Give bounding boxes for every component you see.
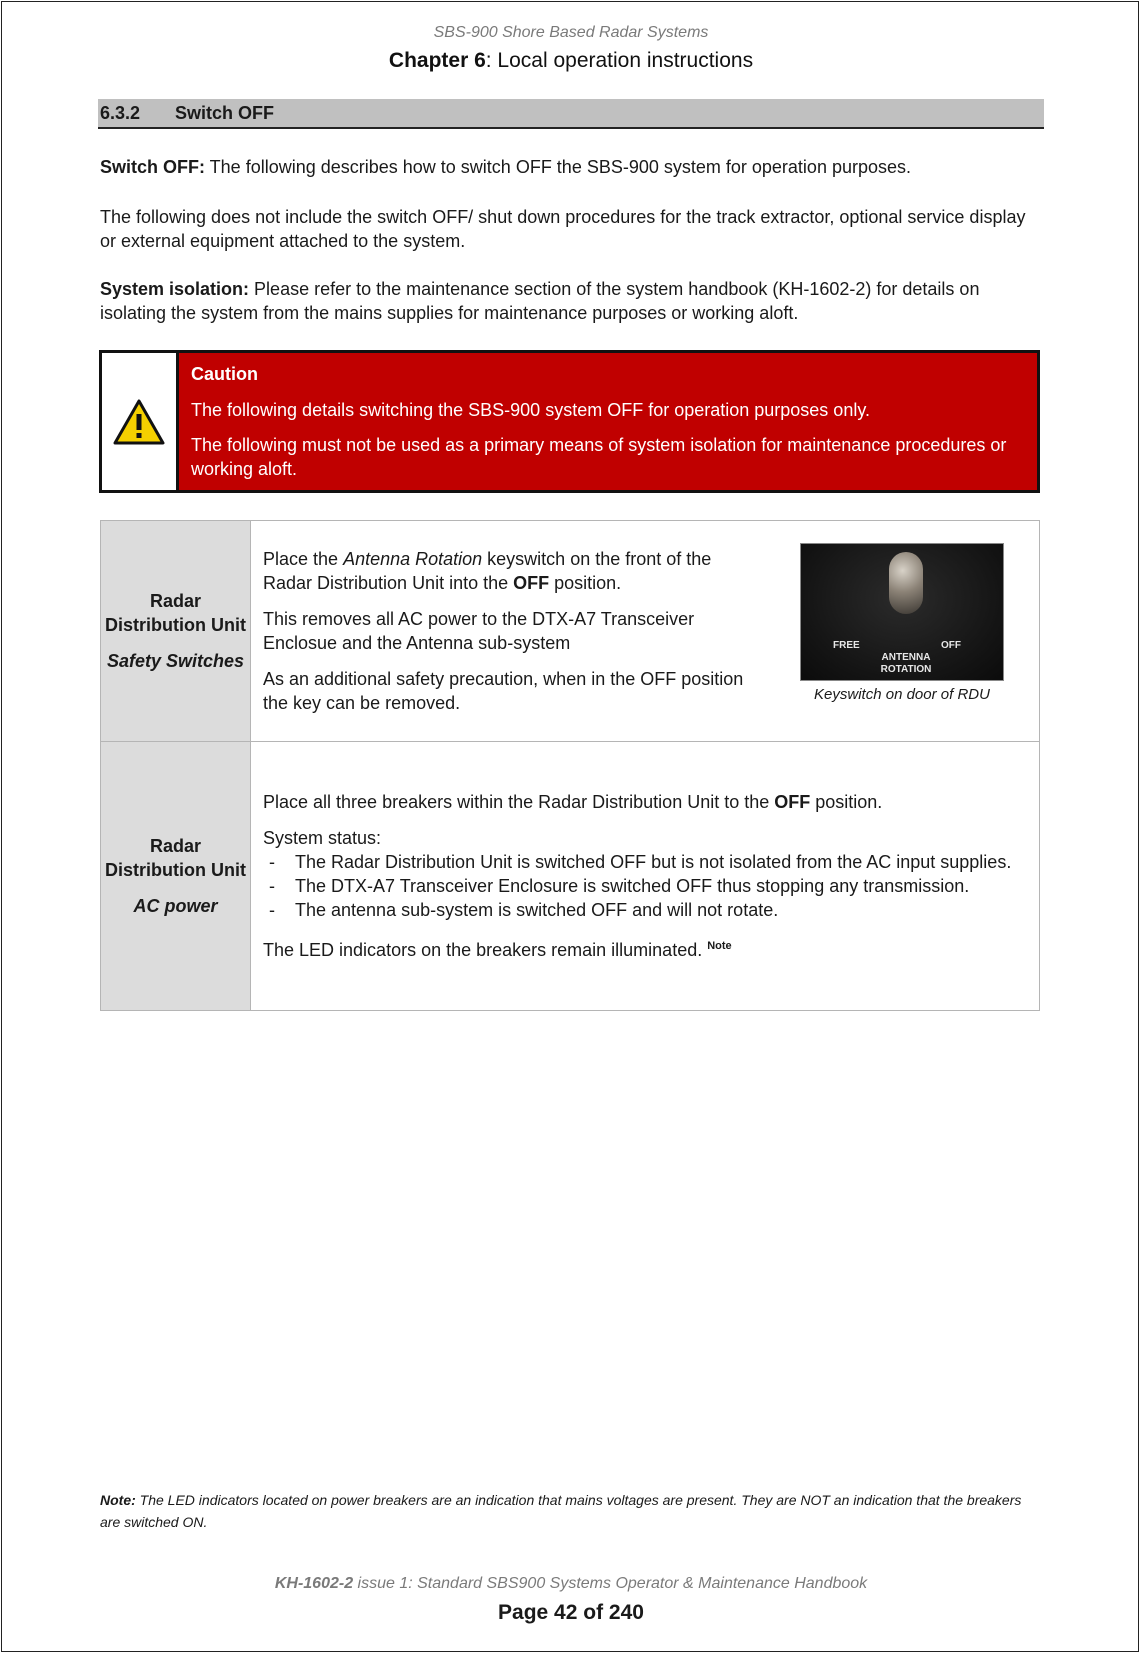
row-subtitle: AC power (133, 896, 218, 916)
key-icon (889, 552, 923, 614)
footer-doc-id: KH-1602-2 (274, 1575, 354, 1592)
intro-text-3: Please refer to the maintenance section of the system handbook (KH-1602-2) for details on isolating the system from the mains supplies for maintenance purposes or working aloft. (100, 279, 980, 323)
caution-icon-cell (102, 353, 179, 490)
header-subtitle: SBS-900 Shore Based Radar Systems (433, 24, 709, 41)
footnote (100, 1489, 1040, 1533)
footer-document-title (0, 1575, 1142, 1593)
text-segment: Place the (263, 549, 344, 569)
intro-text-1: The following describes how to switch OFF the SBS-900 system for operation purposes. (205, 157, 911, 177)
off-term: OFF (774, 792, 811, 812)
caution-box (99, 350, 1040, 493)
row-content (251, 742, 1040, 1011)
caution-title: Caution (191, 364, 258, 384)
list-item: - The DTX-A7 Transceiver Enclosure is switched OFF thus stopping any transmission. (269, 876, 970, 896)
switch-off-label: Switch OFF: (100, 157, 205, 177)
system-isolation-label: System isolation: (100, 279, 250, 299)
keyswitch-photo (800, 543, 1004, 681)
text-segment: position. (810, 792, 883, 812)
caution-line-1: The following details switching the SBS-900 system OFF for operation purposes only. (191, 400, 870, 420)
off-term: OFF (513, 573, 550, 593)
photo-caption: Keyswitch on door of RDU (814, 686, 990, 703)
status-item-text: The Radar Distribution Unit is switched OFF but is not isolated from the AC input supplies. (295, 852, 1012, 872)
unit-label: Radar Distribution Unit (105, 836, 246, 880)
status-label: System status: (263, 828, 382, 848)
photo-label-antenna-rotation: ANTENNA ROTATION (880, 652, 932, 675)
status-item-text: The antenna sub-system is switched OFF and will not rotate. (295, 900, 779, 920)
step-effect: This removes all AC power to the DTX-A7 Transceiver Enclosue and the Antenna sub-system (263, 609, 695, 653)
text-segment: keyswitch on the front of the Radar Distribution Unit into the (263, 549, 712, 593)
section-title: Switch OFF (175, 103, 274, 123)
led-statement (263, 934, 1027, 962)
list-item: - The antenna sub-system is switched OFF and will not rotate. (269, 900, 779, 920)
step-instruction (263, 547, 753, 595)
section-number: 6.3.2 (100, 103, 141, 123)
list-item: - The Radar Distribution Unit is switched OFF but is not isolated from the AC input supplies. (269, 852, 1012, 872)
header-chapter (0, 49, 1142, 73)
text-segment: The LED indicators on the breakers remain illuminated. (263, 940, 708, 960)
row-label (101, 742, 251, 1011)
section-heading (98, 99, 1044, 129)
warning-triangle-icon (113, 399, 165, 445)
step-instruction (263, 790, 1027, 814)
page-number: Page 42 of 240 (498, 1601, 644, 1624)
step-precaution: As an additional safety precaution, when in the OFF position the key can be removed. (263, 669, 744, 713)
chapter-label: Chapter 6 (388, 49, 486, 72)
row-subtitle: Safety Switches (106, 651, 245, 671)
caution-body (179, 353, 1037, 490)
intro-paragraph-1 (100, 155, 1045, 179)
footnote-label: Note: (100, 1492, 136, 1508)
procedure-table (100, 520, 1040, 1011)
keyswitch-figure (800, 543, 1004, 707)
text-segment: position. (549, 573, 622, 593)
footer-doc-title-text: issue 1: Standard SBS900 Systems Operator & Maintenance Handbook (353, 1575, 868, 1592)
photo-label-off: OFF (941, 640, 961, 651)
footnote-text: The LED indicators located on power breakers are an indication that mains voltages are present. They are NOT an indication that the breakers are switched ON. (100, 1492, 1022, 1530)
status-list (263, 850, 1027, 922)
unit-label: Radar Distribution Unit (105, 591, 246, 635)
antenna-rotation-term: Antenna Rotation (343, 549, 483, 569)
caution-line-2: The following must not be used as a primary means of system isolation for maintenance procedures or working aloft. (191, 435, 1007, 479)
note-reference: Note (707, 940, 732, 952)
status-item-text: The DTX-A7 Transceiver Enclosure is switched OFF thus stopping any transmission. (295, 876, 970, 896)
text-segment: Place all three breakers within the Radar Distribution Unit to the (263, 792, 775, 812)
row-label (101, 521, 251, 742)
intro-paragraph-3 (100, 277, 1045, 325)
chapter-title: : Local operation instructions (485, 49, 754, 72)
photo-label-free: FREE (833, 640, 860, 651)
table-row (101, 742, 1040, 1011)
table-row (101, 521, 1040, 742)
row-content (251, 521, 1040, 742)
intro-paragraph-2: The following does not include the switch OFF/ shut down procedures for the track extractor, optional service display or external equipment attached to the system. (100, 207, 1026, 251)
